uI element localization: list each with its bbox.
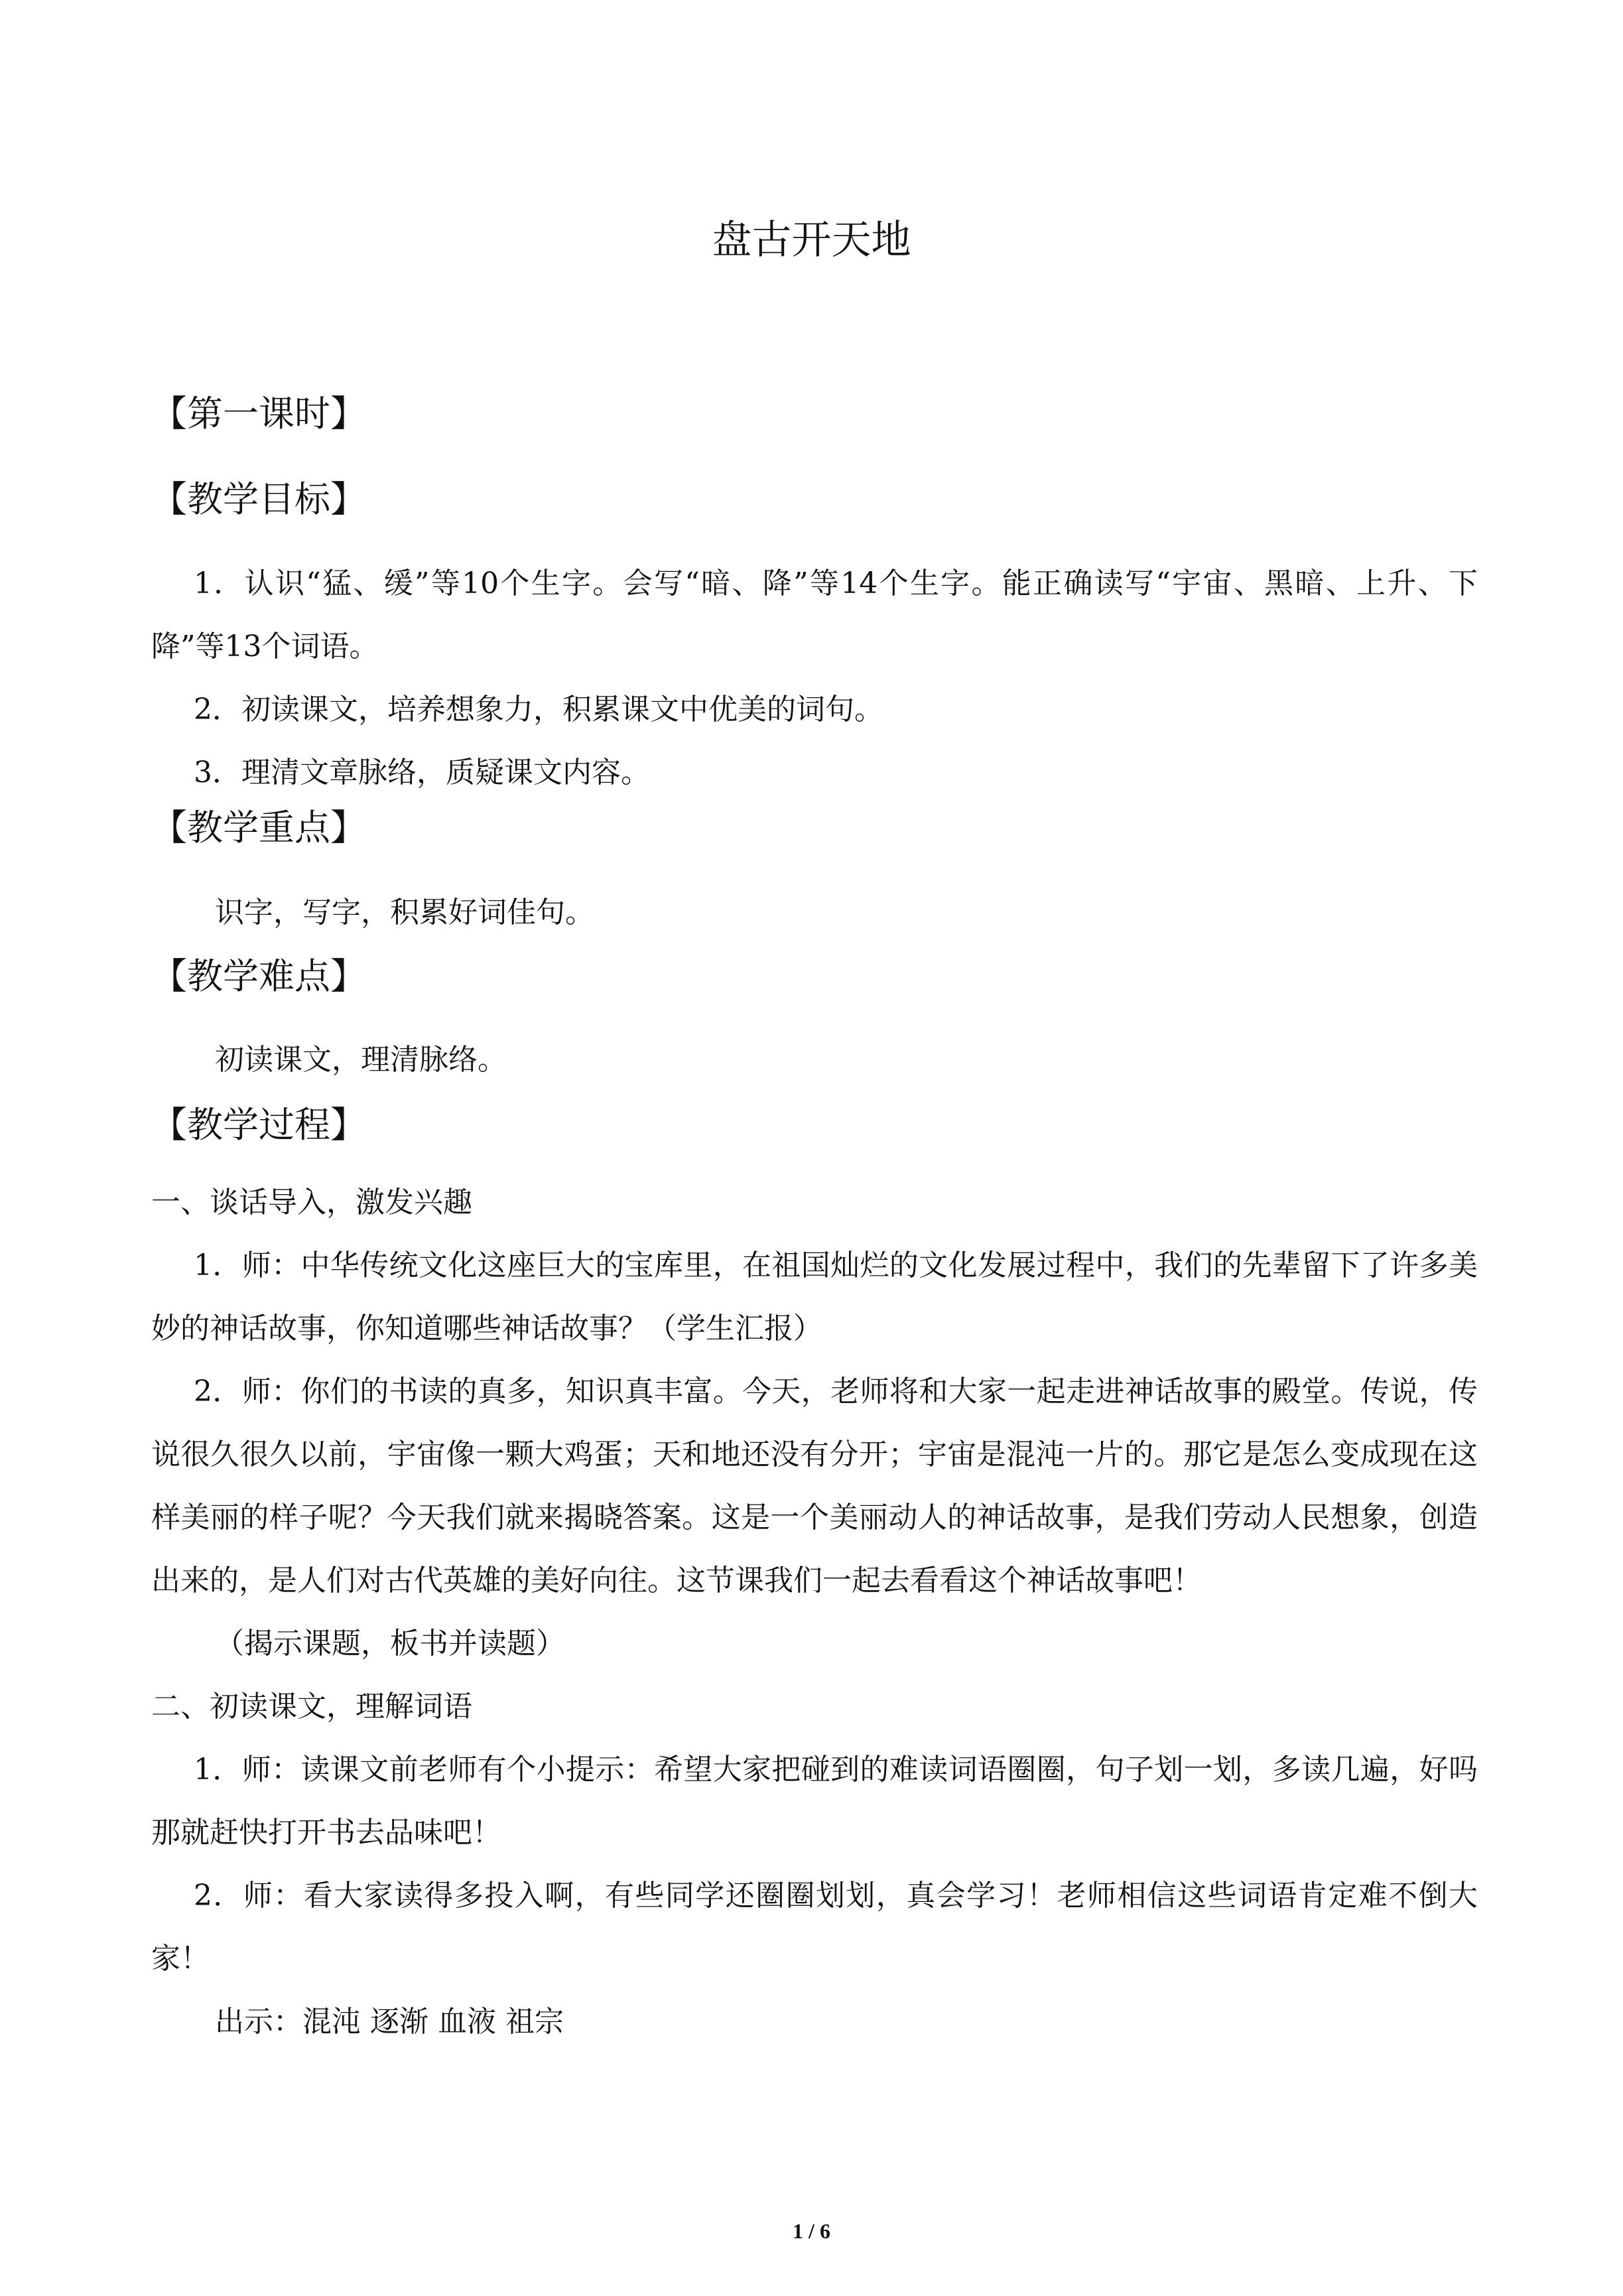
key-heading: 【教学重点】 <box>151 807 366 848</box>
difficulty-text: 初读课文，理清脉络。 <box>215 1043 507 1077</box>
goals-list <box>151 552 1478 804</box>
lesson-heading: 【第一课时】 <box>151 393 366 435</box>
goals-heading: 【教学目标】 <box>151 478 366 520</box>
section-title: 二、初读课文，理解词语 <box>151 1690 472 1723</box>
process-body <box>151 1171 1478 2053</box>
paragraph: 1．师：读课文前老师有个小提示：希望大家把碰到的难读词语圈圈，句子划一划，多读几遍，好吗 那就赶快打开书去品味吧！ <box>151 1753 1478 1850</box>
difficulty-heading: 【教学难点】 <box>151 955 366 997</box>
key-point-block <box>151 881 1478 944</box>
page-number: 1 / 6 <box>793 2219 830 2243</box>
process-heading: 【教学过程】 <box>151 1104 366 1146</box>
goal-item: 1．认识“猛、缓”等10个生字。会写“暗、降”等14个生字。能正确读写“宇宙、黑暗、上升、下降”等13个词语。 <box>151 567 1478 663</box>
paragraph: 出示：混沌 逐渐 血液 祖宗 <box>215 2005 564 2039</box>
paragraph: 1．师：中华传统文化这座巨大的宝库里，在祖国灿烂的文化发展过程中，我们的先辈留下了许多美妙的神话故事，你知道哪些神话故事？（学生汇报） <box>151 1249 1478 1345</box>
page-title: 盘古开天地 <box>712 217 911 263</box>
paragraph: 2．师：你们的书读的真多，知识真丰富。今天，老师将和大家一起走进神话故事的殿堂。传说，传说很久很久以前，宇宙像一颗大鸡蛋；天和地还没有分开；宇宙是混沌一片的。那它是怎么变成现在这样美丽的样子呢？今天我们就来揭晓答案。这是一个美丽动人的神话故事，是我们劳动人民想象，创造出来的，是人们对古代英雄的美好向往。这节课我们一起去看看这个神话故事吧！ <box>151 1375 1478 1597</box>
section-title: 一、谈话导入，激发兴趣 <box>151 1185 472 1219</box>
paragraph: 2．师：看大家读得多投入啊，有些同学还圈圈划划，真会学习！老师相信这些词语肯定难不倒大家！ <box>151 1879 1478 1976</box>
key-point-text: 识字，写字，积累好词佳句。 <box>215 896 594 929</box>
goal-item: 3．理清文章脉络，质疑课文内容。 <box>194 756 650 789</box>
goal-item: 2．初读课文，培养想象力，积累课文中优美的词句。 <box>194 693 883 726</box>
difficulty-block <box>151 1028 1478 1091</box>
paragraph: （揭示课题，板书并读题） <box>215 1627 565 1660</box>
